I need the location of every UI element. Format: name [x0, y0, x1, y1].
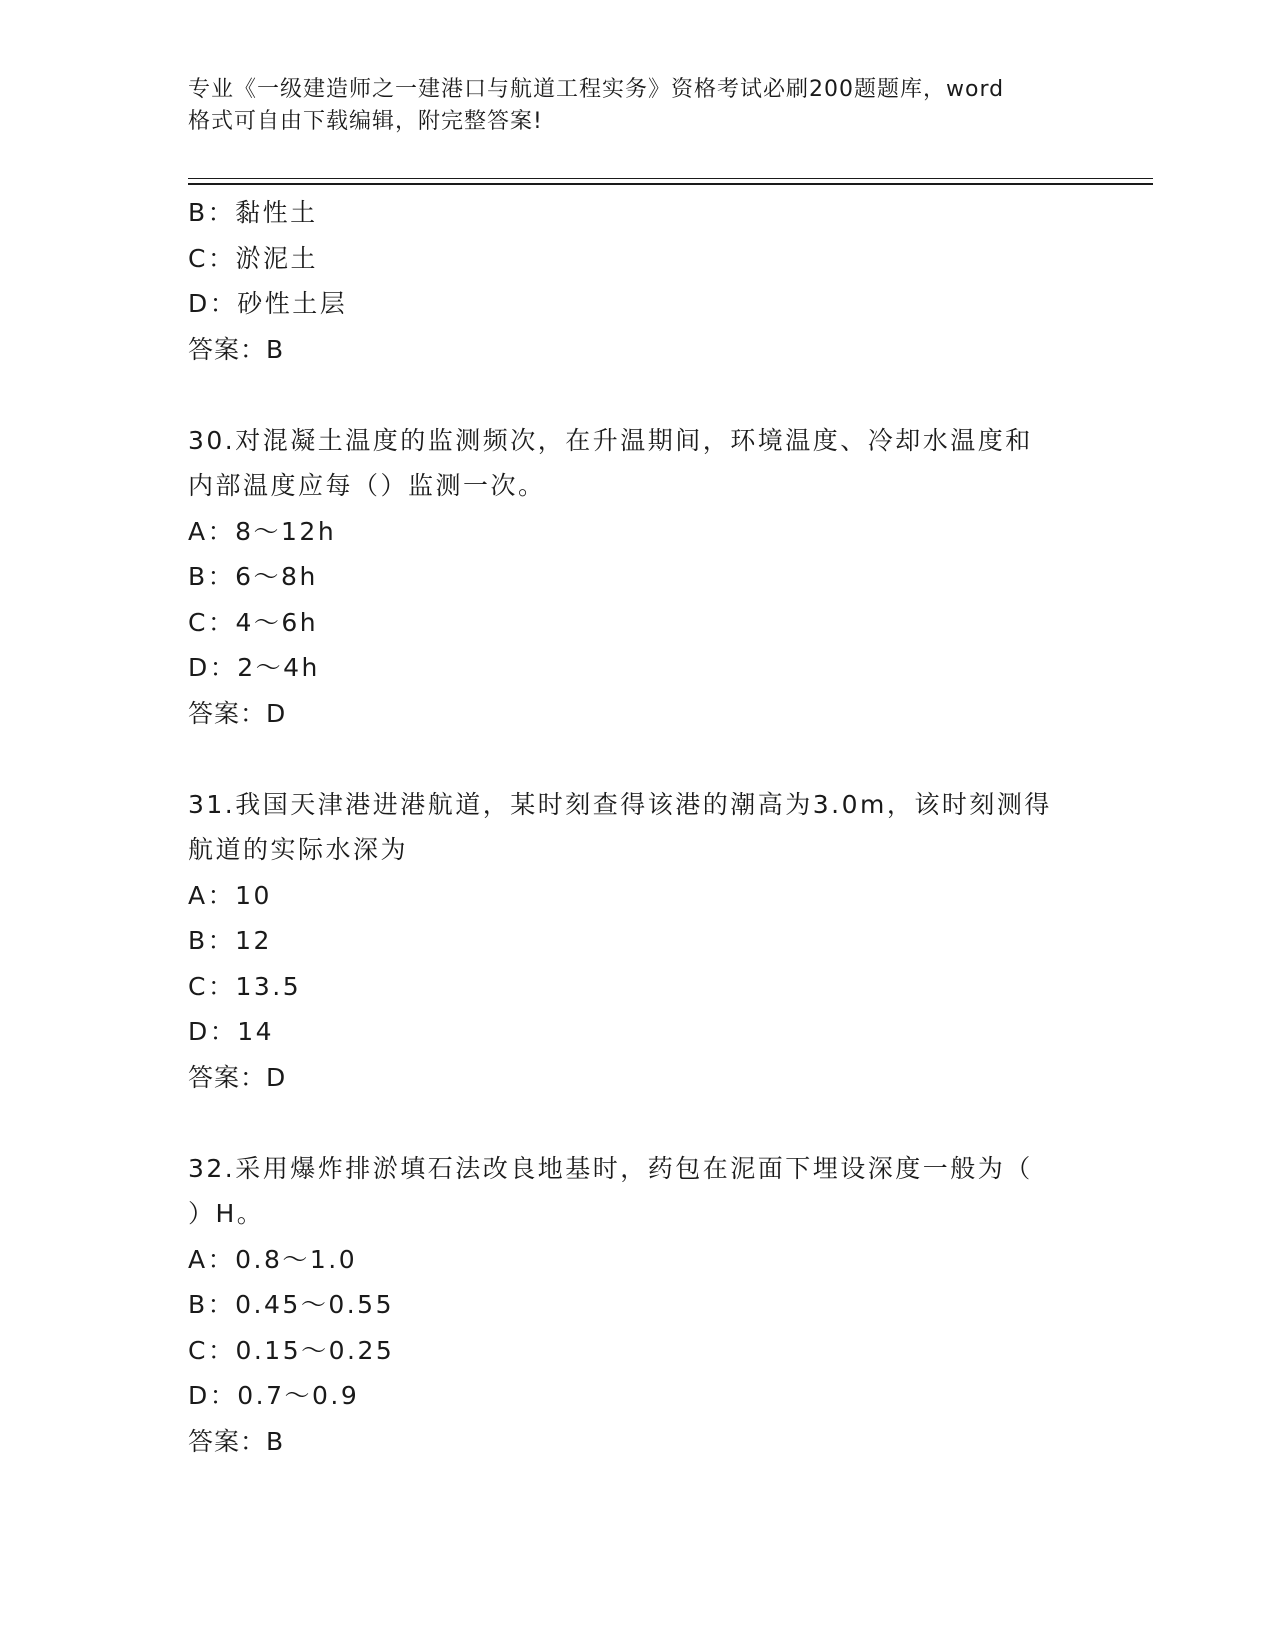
option-b: B：6～8h: [188, 562, 318, 591]
question-stem-line-1: 31.我国天津港进港航道，某时刻查得该港的潮高为3.0m，该时刻测得: [188, 789, 1052, 819]
spacer: [188, 372, 1088, 418]
spacer: [188, 1100, 1088, 1146]
answer: 答案：B: [188, 1426, 285, 1456]
option-d: D：2～4h: [188, 653, 320, 682]
option-d: D：14: [188, 1017, 275, 1046]
header-line-1: 专业《一级建造师之一建港口与航道工程实务》资格考试必刷200题题库，word: [188, 77, 1005, 102]
question-stem-line-2: 航道的实际水深为: [188, 835, 409, 864]
document-header: [188, 74, 1068, 138]
question-list: [188, 190, 1088, 1464]
header-line-2: 格式可自由下载编辑，附完整答案!: [188, 109, 543, 134]
question-stem-line-1: 32.采用爆炸排淤填石法改良地基时，药包在泥面下埋设深度一般为（: [188, 1153, 1033, 1183]
option-b: B：12: [188, 926, 272, 955]
option-a: A：10: [188, 880, 272, 910]
question-29: [188, 190, 1088, 372]
option-c: C：4～6h: [188, 607, 319, 637]
option-c: C：13.5: [188, 971, 302, 1001]
option-b: B：黏性土: [188, 198, 318, 227]
option-a: A：8～12h: [188, 516, 337, 546]
header-rule-thin: [188, 178, 1153, 179]
option-d: D：0.7～0.9: [188, 1381, 360, 1410]
option-a: A：0.8～1.0: [188, 1244, 358, 1274]
spacer: [188, 736, 1088, 782]
answer: 答案：B: [188, 334, 285, 364]
answer: 答案：D: [188, 698, 287, 728]
question-stem-line-2: ）H。: [188, 1199, 265, 1228]
option-c: C：淤泥土: [188, 243, 318, 273]
option-d: D：砂性土层: [188, 289, 348, 318]
question-31: [188, 782, 1088, 1101]
question-30: [188, 418, 1088, 737]
answer: 答案：D: [188, 1062, 287, 1092]
option-b: B：0.45～0.55: [188, 1290, 394, 1319]
header-rule-thick: [188, 183, 1153, 185]
question-stem-line-1: 30.对混凝土温度的监测频次，在升温期间，环境温度、冷却水温度和: [188, 425, 1033, 455]
question-stem-line-2: 内部温度应每（）监测一次。: [188, 471, 546, 500]
option-c: C：0.15～0.25: [188, 1335, 395, 1365]
question-32: [188, 1146, 1088, 1465]
